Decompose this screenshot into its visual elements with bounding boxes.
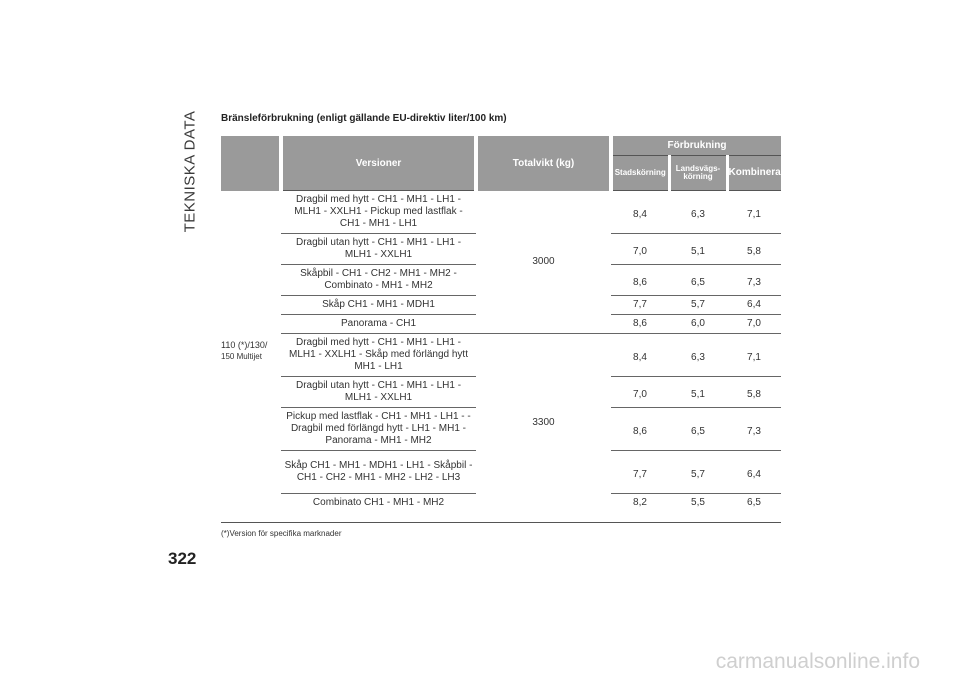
version-cell: Skåp CH1 - MH1 - MDH1 - LH1 - Skåpbil - CH1 - CH2 - MH1 - MH2 - LH2 - LH3 [281,451,476,494]
version-cell: Combinato CH1 - MH1 - MH2 [281,494,476,513]
table-row [221,334,781,377]
fuel-consumption-table [221,136,787,512]
city-value: 7,0 [611,234,669,265]
combined-value: 7,0 [727,315,781,334]
highway-value: 5,1 [669,234,727,265]
city-value: 8,6 [611,265,669,296]
table-bottom-rule [221,522,781,523]
version-cell: Pickup med lastflak - CH1 - MH1 - LH1 - - Dragbil med förlängd hytt - LH1 - MH1 - Panorama - MH1 - MH2 [281,408,476,451]
watermark-text: carmanualsonline.info [715,650,920,673]
city-value: 8,2 [611,494,669,513]
header-consumption: Förbrukning [611,136,781,156]
combined-value: 7,1 [727,334,781,377]
combined-value: 7,1 [727,191,781,234]
highway-value: 5,5 [669,494,727,513]
highway-value: 6,3 [669,334,727,377]
section-side-title-text: TEKNISKA DATA [181,110,199,232]
highway-value: 6,5 [669,265,727,296]
version-cell: Dragbil utan hytt - CH1 - MH1 - LH1 - MLH1 - XXLH1 [281,234,476,265]
highway-value: 5,7 [669,296,727,315]
city-value: 8,4 [611,334,669,377]
combined-value: 6,4 [727,296,781,315]
header-engine-blank [221,136,281,191]
highway-value: 6,3 [669,191,727,234]
combined-value: 5,8 [727,377,781,408]
combined-value: 6,5 [727,494,781,513]
combined-value: 5,8 [727,234,781,265]
engine-label-line1: 110 (*)/130/ [221,340,268,351]
table-title: Bränsleförbrukning (enligt gällande EU-direktiv liter/100 km) [221,113,507,124]
city-value: 7,7 [611,451,669,494]
city-value: 8,6 [611,315,669,334]
weight-cell: 3000 [532,255,555,267]
engine-label-line2: 150 Multijet [221,352,262,362]
version-cell: Skåpbil - CH1 - CH2 - MH1 - MH2 - Combinato - MH1 - MH2 [281,265,476,296]
header-total-weight: Totalvikt (kg) [476,136,611,191]
footnote: (*)Version för specifika marknader [221,529,342,538]
city-value: 8,6 [611,408,669,451]
version-cell: Skåp CH1 - MH1 - MDH1 [281,296,476,315]
header-city: Stadskörning [611,156,669,191]
combined-value: 7,3 [727,265,781,296]
section-side-title [170,108,210,234]
highway-value: 6,5 [669,408,727,451]
engine-cell [221,191,281,513]
version-cell: Dragbil utan hytt - CH1 - MH1 - LH1 - MLH1 - XXLH1 [281,377,476,408]
weight-cell: 3300 [476,334,611,513]
city-value: 7,0 [611,377,669,408]
combined-value: 6,4 [727,451,781,494]
city-value: 7,7 [611,296,669,315]
combined-value: 7,3 [727,408,781,451]
header-versions: Versioner [281,136,476,191]
highway-value: 5,1 [669,377,727,408]
version-cell: Dragbil med hytt - CH1 - MH1 - LH1 - MLH1 - XXLH1 - Skåp med förlängd hytt MH1 - LH1 [281,334,476,377]
header-highway: Landsvägs-körning [669,156,727,191]
highway-value: 5,7 [669,451,727,494]
header-combined: Kombinerad [727,156,781,191]
page-number: 322 [168,549,197,568]
highway-value: 6,0 [669,315,727,334]
version-cell: Panorama - CH1 [281,315,476,334]
city-value: 8,4 [611,191,669,234]
version-cell: Dragbil med hytt - CH1 - MH1 - LH1 - MLH1 - XXLH1 - Pickup med lastflak - CH1 - MH1 - LH1 [281,191,476,234]
table-row [221,191,781,234]
